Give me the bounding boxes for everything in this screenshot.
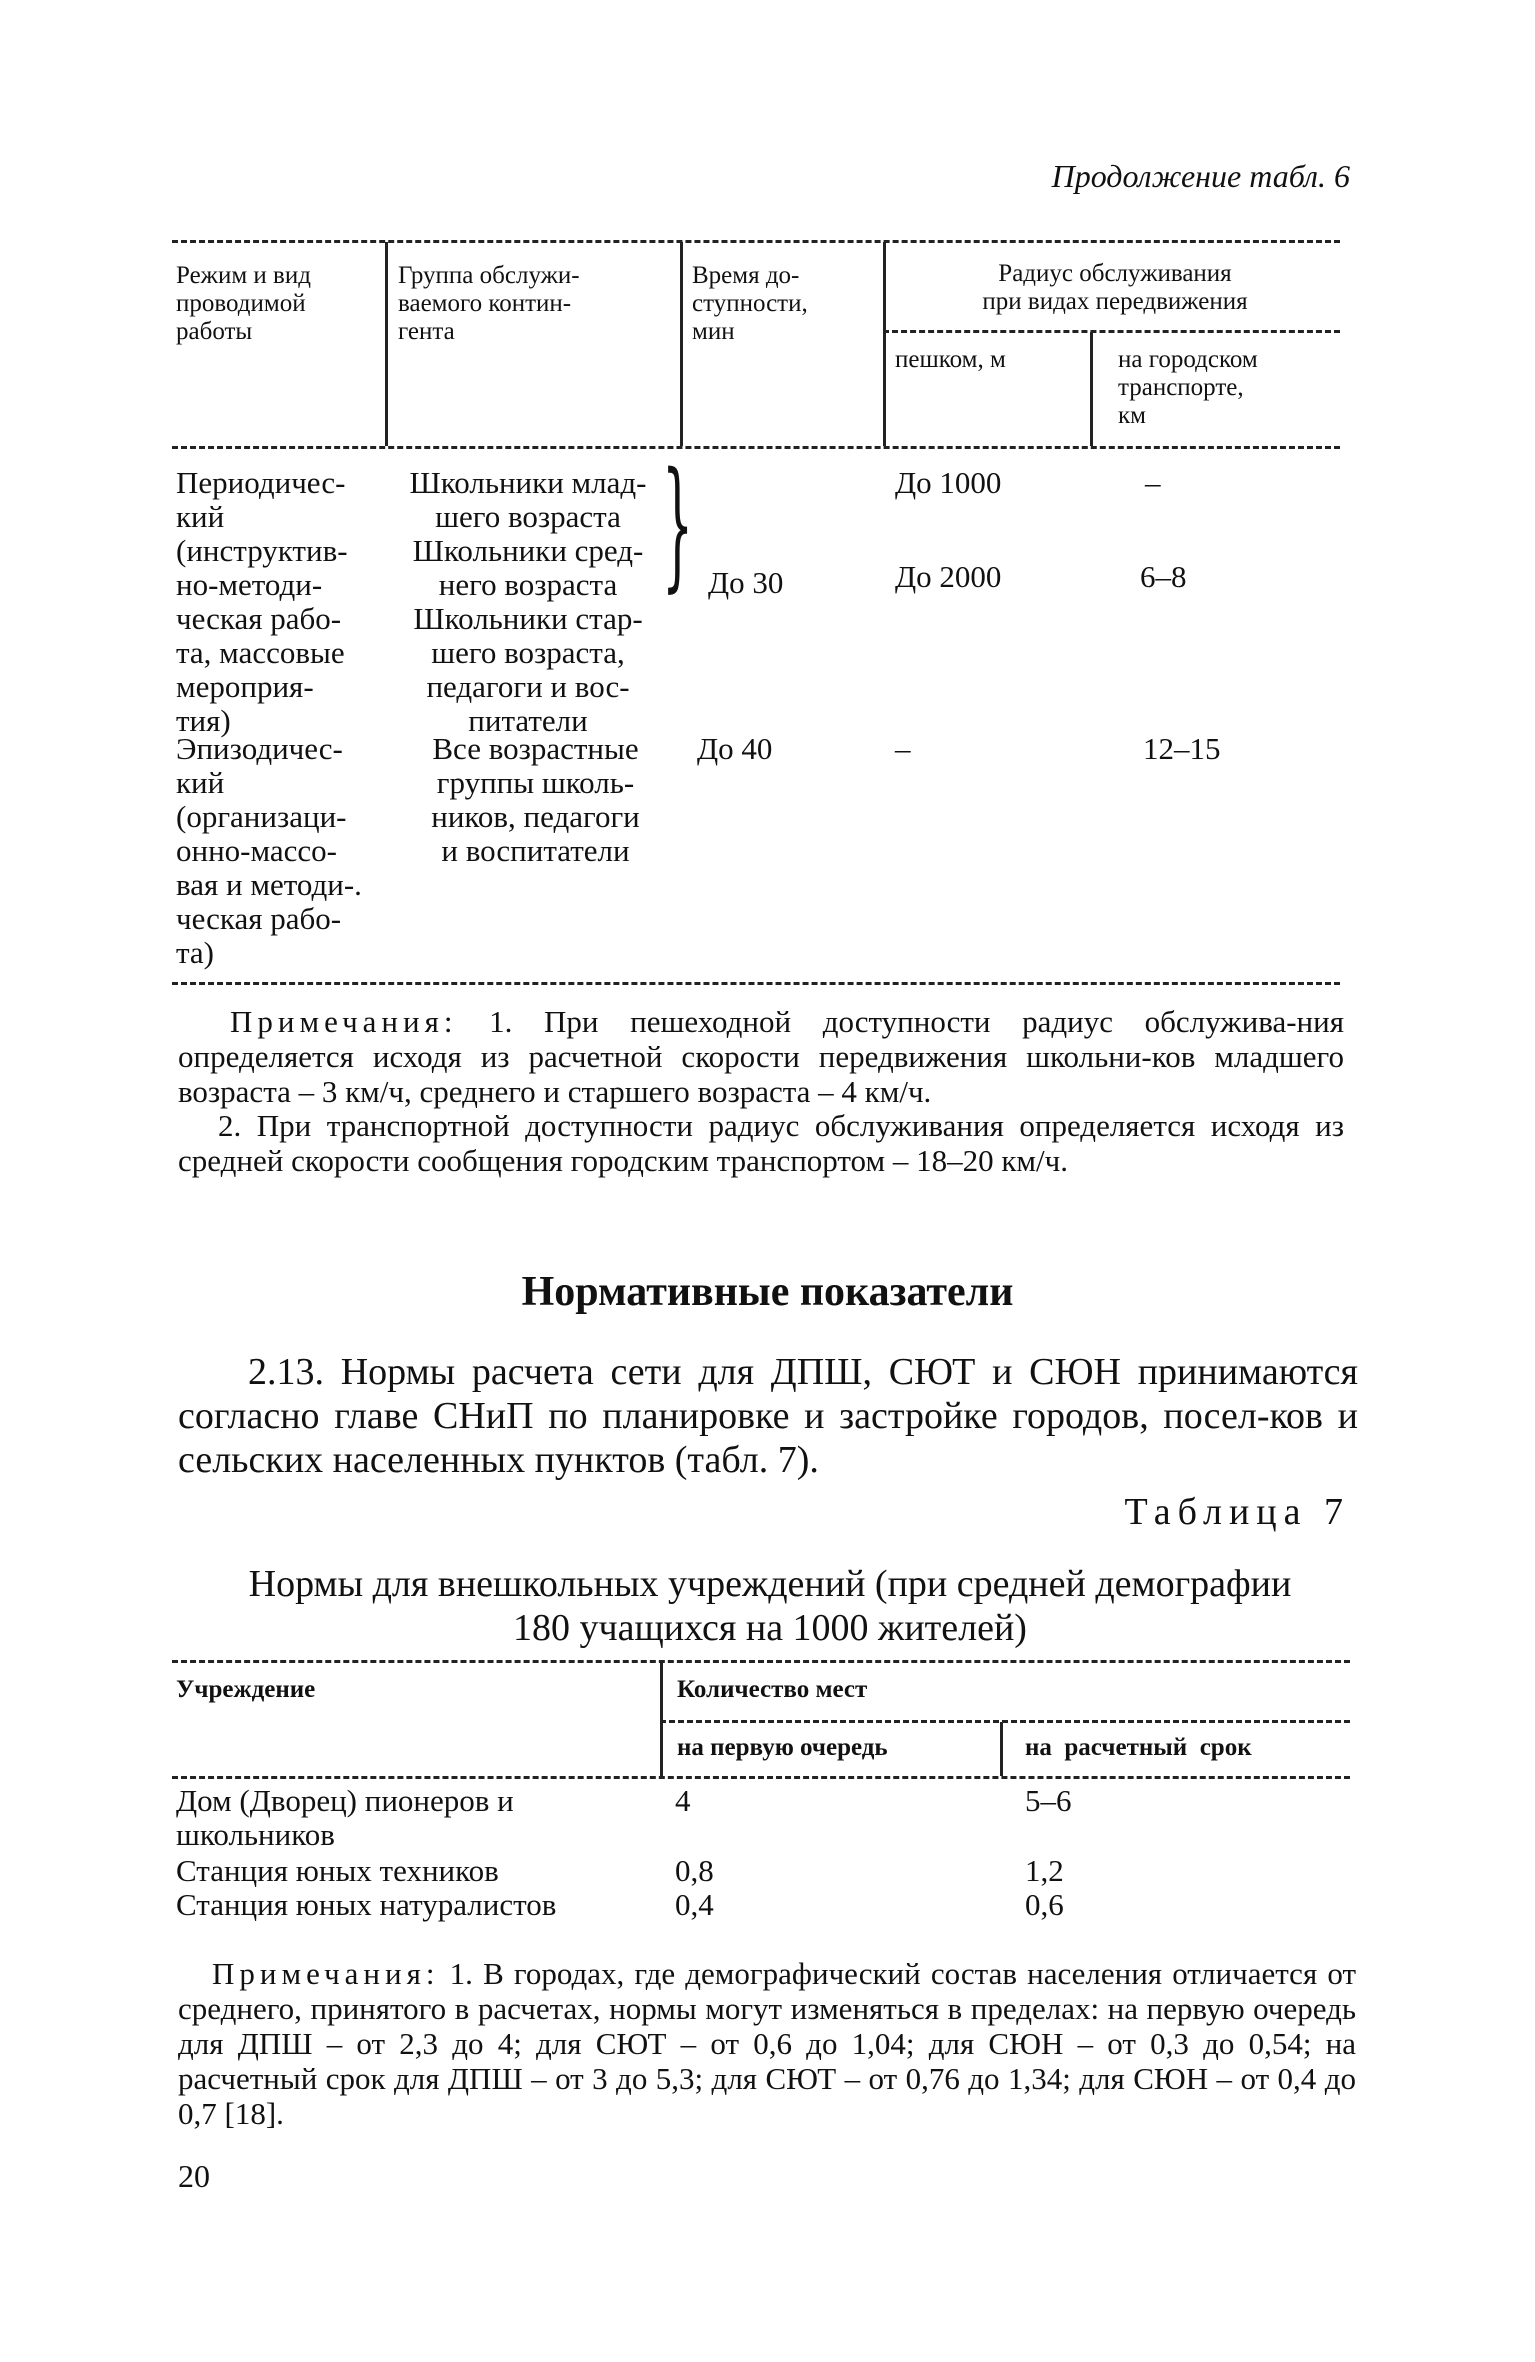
table-top-rule — [172, 240, 1340, 243]
table-row-name: Станция юных натуралистов — [176, 1887, 557, 1922]
table-subheader-rule — [883, 330, 1340, 333]
header-mode: Режим и вид проводимой работы — [176, 262, 311, 345]
table-row-name: Станция юных техников — [176, 1853, 499, 1888]
header-institution: Учреждение — [176, 1676, 316, 1703]
table-row-estimated: 1,2 — [1025, 1853, 1064, 1888]
table7-title — [170, 1562, 1370, 1650]
header-estimated: на расчетный срок — [1025, 1734, 1252, 1761]
table7-title-line1: Нормы для внешкольных учреждений (при средней демографии — [248, 1563, 1292, 1605]
table-row-first: 0,4 — [675, 1887, 714, 1922]
page-number: 20 — [178, 2158, 210, 2194]
column-divider — [385, 242, 388, 446]
table7-title-line2: 180 учащихся на 1000 жителей) — [513, 1607, 1027, 1649]
notes-text: 1. В городах, где демографический состав населения отличается от среднего, принятого в расчетах, нормы могут изменяться в пределах: на первую очередь для ДПШ – от 2,3 до 4; для СЮТ – от 0,6 до 1,04; для СЮН – от 0,3 до 0,54; на расчетный срок для ДПШ – от 3 до 5,3; для СЮТ – от 0,76 до 1,34; для СЮН – от 0,4 до 0,7 [18]. — [178, 1956, 1357, 2131]
table7-label: Таблица 7 — [1124, 1491, 1350, 1533]
column-divider — [1000, 1722, 1003, 1776]
table-row-first: 4 — [675, 1783, 691, 1818]
table-row-name: Дом (Дворец) пионеров и школьников — [176, 1783, 514, 1852]
table6-note-2: 2. При транспортной доступности радиус обслуживания определяется исходя из средней скорости сообщения городским транспортом – 18–20 км/ч. — [178, 1108, 1344, 1178]
row1-time: До 30 — [708, 565, 784, 600]
table-bottom-rule — [172, 982, 1340, 985]
header-first-stage: на первую очередь — [677, 1734, 888, 1761]
row1-mode: Периодичес- кий (инструктив- но-методи- ческая рабо- та, массовые мероприя- тия) — [176, 465, 348, 738]
note-1-text: 1. При пешеходной доступности радиус обслужива-ния определяется исходя из расчетной скорости передвижения школьни-ков младшего возраста – 3 км/ч, среднего и старшего возраста – 4 км/ч. — [178, 1004, 1344, 1109]
column-divider — [883, 242, 886, 446]
column-divider — [660, 1662, 663, 1776]
notes-label: Примечания: — [212, 1956, 440, 1991]
row2-transport: 12–15 — [1143, 731, 1221, 766]
column-divider — [1090, 332, 1093, 446]
column-divider — [680, 242, 683, 446]
row1-transport-middle: 6–8 — [1140, 559, 1187, 594]
table-row-estimated: 5–6 — [1025, 1783, 1072, 1818]
table-header-rule — [172, 1776, 1350, 1779]
row1-group-senior: Школьники стар- шего возраста, педагоги и вос- питатели — [413, 601, 643, 738]
header-places: Количество мест — [677, 1676, 868, 1703]
row2-mode: Эпизодичес- кий (организаци- онно-массо- вая и методи-. ческая рабо- та) — [176, 731, 362, 970]
table-row-first: 0,8 — [675, 1853, 714, 1888]
table-top-rule — [172, 1660, 1350, 1663]
section-title: Нормативные показатели — [521, 1269, 1014, 1315]
table7-notes — [178, 1956, 1356, 2131]
row1-group-middle: Школьники сред- него возраста — [412, 533, 644, 602]
table-header-rule — [172, 446, 1340, 449]
table6-note-1 — [178, 1004, 1344, 1109]
header-time: Время до- ступности, мин — [692, 262, 808, 345]
row1-group-young: Школьники млад- шего возраста — [409, 465, 647, 534]
row2-group: Все возрастные группы школь- ников, педагоги и воспитатели — [431, 731, 640, 868]
section-paragraph: 2.13. Нормы расчета сети для ДПШ, СЮТ и СЮН принимаются согласно главе СНиП по планировке и застройке городов, посел-ков и сельских населенных пунктов (табл. 7). — [178, 1351, 1358, 1481]
table-subheader-rule — [660, 1720, 1350, 1723]
row1-walk-young: До 1000 — [895, 465, 1002, 500]
table-row-estimated: 0,6 — [1025, 1887, 1064, 1922]
row2-walk: – — [895, 731, 911, 766]
header-transport: на городском транспорте, км — [1118, 346, 1258, 429]
header-walk: пешком, м — [895, 346, 1006, 373]
notes-label: Примечания: — [230, 1004, 458, 1039]
header-group: Группа обслужи- ваемого контин- гента — [398, 262, 580, 345]
table-continuation-label: Продолжение табл. 6 — [1051, 158, 1350, 194]
right-brace-icon: } — [662, 443, 694, 606]
row1-walk-middle: До 2000 — [895, 559, 1002, 594]
row2-time: До 40 — [697, 731, 773, 766]
row1-transport-young: – — [1145, 465, 1161, 500]
header-radius: Радиус обслуживания при видах передвижения — [982, 260, 1248, 315]
